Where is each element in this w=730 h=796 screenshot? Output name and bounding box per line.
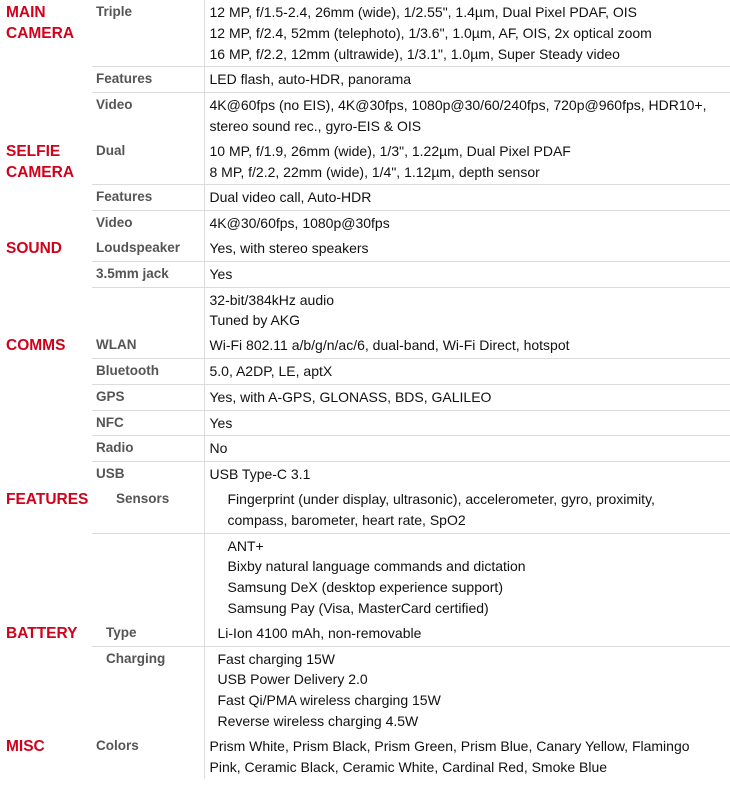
spec-value-line: USB Power Delivery 2.0 — [217, 671, 368, 688]
spec-value-line: Yes, with A-GPS, GLONASS, BDS, GALILEO — [209, 388, 492, 405]
spec-value-line: 12 MP, f/2.4, 52mm (telephoto), 1/3.6", 1.0µm, AF, OIS, 2x optical zoom — [209, 24, 652, 41]
spec-row — [6, 67, 730, 93]
spec-value — [204, 0, 730, 67]
spec-value — [204, 333, 730, 358]
spec-value — [204, 287, 730, 333]
spec-value — [204, 436, 730, 462]
section-title-comms — [6, 333, 92, 487]
spec-value-line: Pink, Ceramic Black, Ceramic White, Cardinal Red, Smoke Blue — [209, 758, 608, 775]
spec-label: Video — [92, 93, 204, 139]
section-title-line: CAMERA — [6, 163, 75, 181]
spec-value-line: compass, barometer, heart rate, SpO2 — [227, 511, 466, 528]
spec-table — [6, 0, 730, 779]
spec-value-line: Yes — [209, 414, 233, 431]
section-title-battery — [6, 621, 92, 734]
section-title-line: SOUND — [6, 239, 62, 257]
section-title-line: MAIN — [6, 4, 46, 21]
spec-value-line: USB Type-C 3.1 — [209, 466, 311, 483]
spec-value-line: Samsung Pay (Visa, MasterCard certified) — [227, 599, 489, 616]
spec-value — [204, 185, 730, 211]
spec-value-line: 12 MP, f/1.5-2.4, 26mm (wide), 1/2.55", 1.4µm, Dual Pixel PDAF, OIS — [209, 4, 638, 20]
spec-value-line: Dual video call, Auto-HDR — [209, 189, 372, 206]
spec-row — [6, 358, 730, 384]
spec-row — [6, 436, 730, 462]
spec-value-line: 32-bit/384kHz audio — [209, 291, 335, 308]
spec-row — [6, 236, 730, 261]
section-title-line: FEATURES — [6, 490, 89, 508]
spec-value — [204, 487, 730, 533]
spec-value-line: 5.0, A2DP, LE, aptX — [209, 362, 333, 379]
spec-label: Video — [92, 211, 204, 236]
spec-value-line: LED flash, auto-HDR, panorama — [209, 71, 412, 88]
spec-value-line: Yes — [209, 265, 233, 282]
spec-row — [6, 621, 730, 646]
spec-value-line: Li-Ion 4100 mAh, non-removable — [217, 624, 422, 641]
spec-label: NFC — [92, 410, 204, 436]
spec-label: Colors — [92, 734, 204, 780]
spec-label: Bluetooth — [92, 358, 204, 384]
spec-label — [92, 533, 204, 621]
spec-table-body — [6, 0, 730, 779]
section-title-features — [6, 487, 92, 621]
section-title-main-camera — [6, 0, 92, 139]
section-title-line: COMMS — [6, 337, 66, 355]
spec-label: Type — [92, 621, 204, 646]
spec-value — [204, 734, 730, 780]
spec-value — [204, 410, 730, 436]
spec-value-line: stereo sound rec., gyro-EIS & OIS — [209, 117, 422, 134]
spec-value-line: Bixby natural language commands and dictation — [227, 558, 526, 575]
spec-value-line: ANT+ — [227, 537, 264, 554]
spec-label: Triple — [92, 0, 204, 67]
spec-value — [204, 533, 730, 621]
section-title-line: MISC — [6, 737, 45, 755]
spec-label: Features — [92, 67, 204, 93]
spec-row — [6, 0, 730, 67]
spec-row — [6, 487, 730, 533]
spec-value — [204, 384, 730, 410]
spec-row — [6, 261, 730, 287]
spec-row — [6, 333, 730, 358]
section-title-line: SELFIE — [6, 142, 61, 160]
spec-value — [204, 93, 730, 139]
spec-label: Sensors — [92, 487, 204, 533]
spec-value-line: No — [209, 440, 228, 457]
spec-value-line: 4K@60fps (no EIS), 4K@30fps, 1080p@30/60/240fps, 720p@960fps, HDR10+, — [209, 97, 707, 114]
spec-value-line: Fast Qi/PMA wireless charging 15W — [217, 692, 441, 709]
section-title-misc — [6, 734, 92, 780]
spec-value-line: 4K@30/60fps, 1080p@30fps — [209, 215, 390, 232]
spec-value-line: Tuned by AKG — [209, 312, 301, 329]
spec-value — [204, 67, 730, 93]
spec-row — [6, 287, 730, 333]
spec-value-line: 10 MP, f/1.9, 26mm (wide), 1/3", 1.22µm, Dual Pixel PDAF — [209, 142, 571, 159]
spec-label: Radio — [92, 436, 204, 462]
spec-row — [6, 139, 730, 185]
spec-row — [6, 93, 730, 139]
spec-value — [204, 462, 730, 487]
section-title-sound — [6, 236, 92, 333]
section-title-line: CAMERA — [6, 25, 75, 42]
spec-row — [6, 462, 730, 487]
spec-row — [6, 410, 730, 436]
spec-value-line: 8 MP, f/2.2, 22mm (wide), 1/4", 1.12µm, depth sensor — [209, 163, 540, 180]
spec-value — [204, 211, 730, 236]
spec-value — [204, 358, 730, 384]
spec-value — [204, 261, 730, 287]
spec-label: USB — [92, 462, 204, 487]
spec-value — [204, 236, 730, 261]
spec-value-line: 16 MP, f/2.2, 12mm (ultrawide), 1/3.1", 1.0µm, Super Steady video — [209, 45, 620, 62]
spec-label: Dual — [92, 139, 204, 185]
spec-label: Features — [92, 185, 204, 211]
spec-row — [6, 533, 730, 621]
spec-value — [204, 646, 730, 734]
spec-value-line: Yes, with stereo speakers — [209, 239, 369, 256]
spec-value-line: Fast charging 15W — [217, 650, 335, 667]
spec-value-line: Samsung DeX (desktop experience support) — [227, 579, 503, 596]
spec-row — [6, 384, 730, 410]
spec-label: GPS — [92, 384, 204, 410]
spec-label: Charging — [92, 646, 204, 734]
spec-row — [6, 185, 730, 211]
spec-value-line: Fingerprint (under display, ultrasonic), accelerometer, gyro, proximity, — [227, 490, 655, 507]
spec-value-line: Reverse wireless charging 4.5W — [217, 712, 419, 729]
spec-label: WLAN — [92, 333, 204, 358]
spec-value-line: Wi-Fi 802.11 a/b/g/n/ac/6, dual-band, Wi-Fi Direct, hotspot — [209, 337, 570, 354]
spec-value-line: Prism White, Prism Black, Prism Green, Prism Blue, Canary Yellow, Flamingo — [209, 737, 690, 754]
spec-value — [204, 621, 730, 646]
spec-label: 3.5mm jack — [92, 261, 204, 287]
spec-row — [6, 211, 730, 236]
spec-row — [6, 734, 730, 780]
section-title-line: BATTERY — [6, 624, 78, 642]
spec-label — [92, 287, 204, 333]
section-title-selfie-camera — [6, 139, 92, 236]
spec-value — [204, 139, 730, 185]
spec-row — [6, 646, 730, 734]
spec-label: Loudspeaker — [92, 236, 204, 261]
